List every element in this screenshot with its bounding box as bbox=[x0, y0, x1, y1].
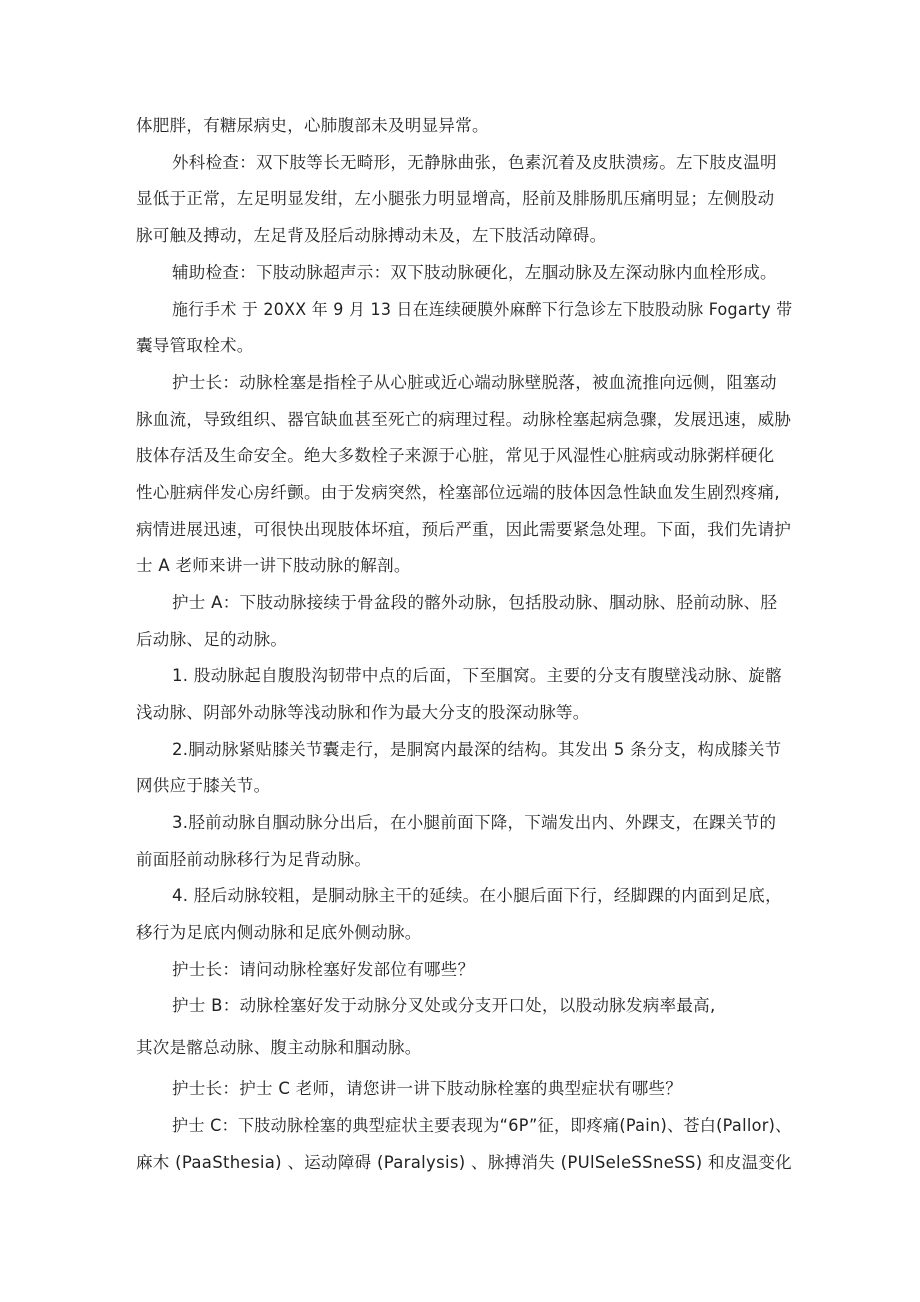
list-item-1-line-2: 浅动脉、阴部外动脉等浅动脉和作为最大分支的股深动脉等。 bbox=[136, 703, 590, 722]
paragraph-nurse-a-line-2: 后动脉、足的动脉。 bbox=[136, 630, 288, 649]
paragraph-nurse-c-line-2: 麻木 (PaaSthesia) 、运动障碍 (Paralysis) 、脉搏消失 (PUlSeleSSneSS) 和皮温变化 bbox=[136, 1153, 792, 1172]
list-item-3-line-2: 前面胫前动脉移行为足背动脉。 bbox=[136, 850, 372, 869]
paragraph-surgical-exam-line-3: 脉可触及搏动，左足背及胫后动脉搏动未及，左下肢活动障碍。 bbox=[136, 226, 607, 245]
paragraph-history-line-1: 体肥胖，有糖尿病史，心肺腹部未及明显异常。 bbox=[136, 116, 489, 135]
paragraph-nurse-a-line-1: 护士 A：下肢动脉接续于骨盆段的髂外动脉，包括股动脉、腘动脉、胫前动脉、胫 bbox=[172, 593, 778, 612]
list-item-1-line-1: 1. 股动脉起自腹股沟韧带中点的后面，下至腘窝。主要的分支有腹壁浅动脉、旋髂 bbox=[172, 666, 782, 685]
list-item-4-line-2: 移行为足底内侧动脉和足底外侧动脉。 bbox=[136, 923, 422, 942]
paragraph-surgical-exam-line-1: 外科检查：双下肢等长无畸形，无静脉曲张，色素沉着及皮肤溃疡。左下肢皮温明 bbox=[172, 153, 777, 172]
paragraph-head-nurse-intro-line-3: 肢体存活及生命安全。绝大多数栓子来源于心脏，常见于风湿性心脏病或动脉粥样硬化 bbox=[136, 446, 775, 465]
paragraph-surgery-line-2: 囊导管取栓术。 bbox=[136, 336, 254, 355]
paragraph-auxiliary-exam-line-1: 辅助检查：下肢动脉超声示：双下肢动脉硬化，左腘动脉及左深动脉内血栓形成。 bbox=[172, 263, 777, 282]
list-item-2-line-2: 网供应于膝关节。 bbox=[136, 776, 271, 795]
paragraph-head-nurse-intro-line-5: 病情进展迅速，可很快出现肢体坏疽，预后严重，因此需要紧急处理。下面，我们先请护 bbox=[136, 520, 792, 539]
paragraph-nurse-c-line-1: 护士 C：下肢动脉栓塞的典型症状主要表现为“6P”征，即疼痛(Pain)、苍白(Pallor)、 bbox=[172, 1116, 792, 1135]
paragraph-nurse-b-line-1: 护士 B：动脉栓塞好发于动脉分叉处或分支开口处，以股动脉发病率最高, bbox=[172, 996, 716, 1015]
paragraph-head-nurse-q2: 护士长：护士 C 老师，请您讲一讲下肢动脉栓塞的典型症状有哪些？ bbox=[172, 1079, 683, 1098]
paragraph-nurse-b-line-2: 其次是髂总动脉、腹主动脉和腘动脉。 bbox=[136, 1038, 422, 1057]
list-item-2-line-1: 2.胴动脉紧贴膝关节囊走行，是胴窝内最深的结构。其发出 5 条分支，构成膝关节 bbox=[172, 740, 782, 759]
paragraph-head-nurse-intro-line-6: 士 A 老师来讲一讲下肢动脉的解剖。 bbox=[136, 556, 411, 575]
paragraph-head-nurse-intro-line-1: 护士长：动脉栓塞是指栓子从心脏或近心端动脉壁脱落，被血流推向远侧，阻塞动 bbox=[172, 373, 777, 392]
paragraph-surgery-line-1: 施行手术 于 20XX 年 9 月 13 日在连续硬膜外麻醉下行急诊左下肢股动脉 Fogarty 带 bbox=[172, 300, 793, 319]
paragraph-head-nurse-intro-line-4: 性心脏病伴发心房纤颤。由于发病突然，栓塞部位远端的肢体因急性缺血发生剧烈疼痛, bbox=[136, 483, 780, 502]
list-item-3-line-1: 3.胫前动脉自腘动脉分出后，在小腿前面下降，下端发出内、外踝支，在踝关节的 bbox=[172, 813, 777, 832]
paragraph-surgical-exam-line-2: 显低于正常，左足明显发绀，左小腿张力明显增高，胫前及腓肠肌压痛明显；左侧股动 bbox=[136, 189, 775, 208]
list-item-4-line-1: 4. 胫后动脉较粗，是胴动脉主干的延续。在小腿后面下行，经脚踝的内面到足底， bbox=[172, 886, 782, 905]
paragraph-head-nurse-intro-line-2: 脉血流，导致组织、器官缺血甚至死亡的病理过程。动脉栓塞起病急骤，发展迅速，威胁 bbox=[136, 410, 792, 429]
paragraph-head-nurse-q1: 护士长：请问动脉栓塞好发部位有哪些？ bbox=[172, 960, 475, 979]
